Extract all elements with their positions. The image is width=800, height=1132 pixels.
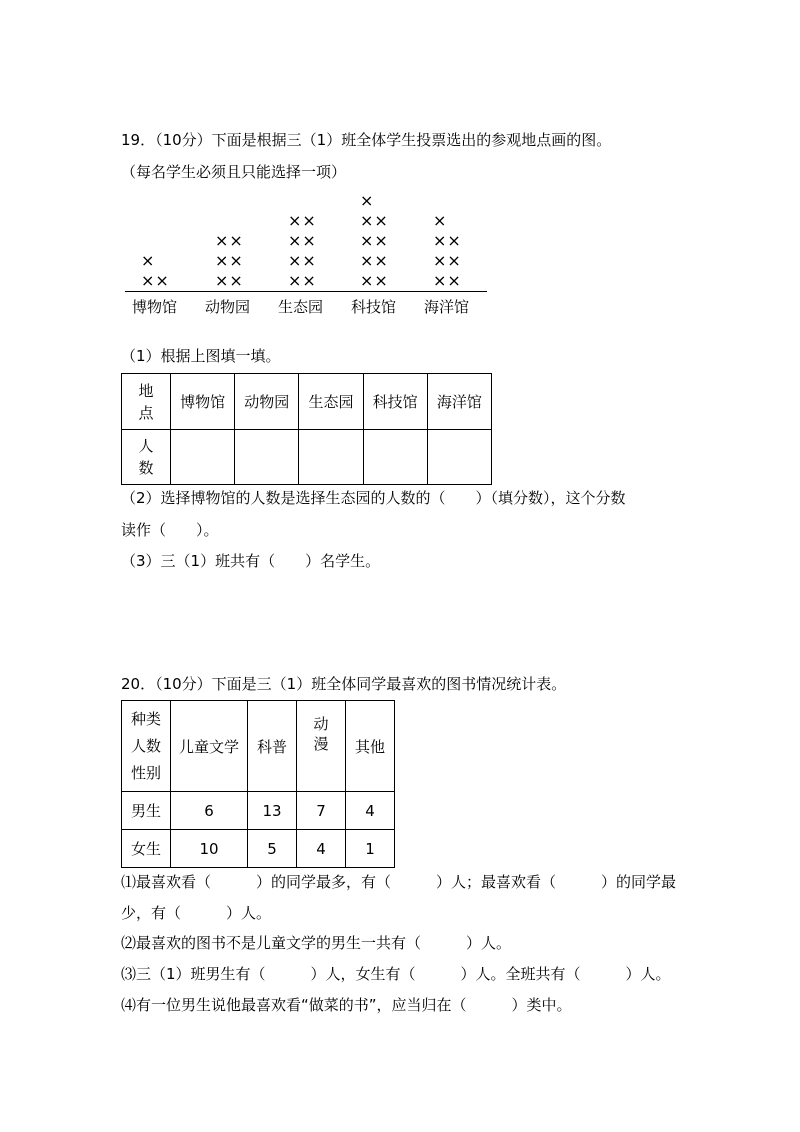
corner-label: 种类 <box>130 709 161 728</box>
q20-q1-line1: ⑴最喜欢看（ ）的同学最多，有（ ）人；最喜欢看（ ）的同学最 <box>121 873 677 891</box>
label-science: 科技馆 <box>351 298 397 316</box>
table-col-children: 儿童文学 <box>171 701 248 792</box>
pictograph-mark: ×× <box>433 271 462 290</box>
col-char: 漫 <box>313 735 329 753</box>
pictograph-mark: ×× <box>215 231 244 250</box>
q19-table <box>121 373 492 485</box>
pictograph-mark: ×× <box>433 231 462 250</box>
q19-part3: （3）三（1）班共有（ ）名学生。 <box>121 552 381 570</box>
pictograph-mark: × <box>141 251 156 270</box>
q20-q3: ⑶三（1）班男生有（ ）人，女生有（ ）人。全班共有（ ）人。 <box>121 965 671 983</box>
row-label-boys: 男生 <box>122 792 171 830</box>
header-char: 点 <box>138 403 154 422</box>
q20-q4: ⑷有一位男生说他最喜欢看“做菜的书”，应当归在（ ）类中。 <box>121 996 572 1014</box>
table-col-eco: 生态园 <box>299 374 363 430</box>
pictograph-mark: ×× <box>433 251 462 270</box>
pictograph-mark: ×× <box>360 251 389 270</box>
row-label-girls: 女生 <box>122 830 171 868</box>
pictograph-mark: × <box>360 191 375 210</box>
table-col-ocean: 海洋馆 <box>427 374 491 430</box>
pictograph-mark: ×× <box>215 271 244 290</box>
label-zoo: 动物园 <box>205 298 251 316</box>
pictograph-axis <box>125 291 487 292</box>
table-col-zoo: 动物园 <box>235 374 299 430</box>
table-header-count <box>122 430 171 485</box>
header-char: 人 <box>138 437 154 455</box>
table-corner-header <box>122 701 171 792</box>
q20-table <box>121 700 395 868</box>
table-col-science: 科普 <box>248 701 297 792</box>
cell-value: 4 <box>297 830 346 868</box>
q19-note: （每名学生必须且只能选择一项） <box>121 163 347 181</box>
q20-title: 20．（10分）下面是三（1）班全体同学最喜欢的图书情况统计表。 <box>121 675 567 693</box>
pictograph-mark: ×× <box>141 271 170 290</box>
header-char: 地 <box>138 381 154 400</box>
pictograph-mark: ×× <box>215 251 244 270</box>
label-museum: 博物馆 <box>132 298 178 316</box>
pictograph-mark: ×× <box>360 211 389 230</box>
pictograph-mark: ×× <box>288 211 317 230</box>
table-col-other: 其他 <box>346 701 395 792</box>
answer-cell-eco[interactable] <box>299 430 363 485</box>
pictograph-mark: ×× <box>288 231 317 250</box>
table-col-anime <box>297 701 346 792</box>
pictograph-mark: × <box>433 211 448 230</box>
cell-value: 1 <box>346 830 395 868</box>
q19-part2-line2: 读作（ ）。 <box>121 521 219 539</box>
table-col-science: 科技馆 <box>363 374 427 430</box>
table-header-place <box>122 374 171 430</box>
q19-title: 19．（10分）下面是根据三（1）班全体学生投票选出的参观地点画的图。 <box>121 131 612 149</box>
answer-cell-zoo[interactable] <box>235 430 299 485</box>
table-col-museum: 博物馆 <box>171 374 235 430</box>
q19-part1: （1）根据上图填一填。 <box>121 347 281 365</box>
cell-value: 7 <box>297 792 346 830</box>
label-eco: 生态园 <box>278 298 324 316</box>
q19-part2-line1: （2）选择博物馆的人数是选择生态园的人数的（ ）（填分数），这个分数 <box>121 489 626 507</box>
cell-value: 5 <box>248 830 297 868</box>
corner-label: 性别 <box>130 763 161 782</box>
cell-value: 13 <box>248 792 297 830</box>
pictograph-mark: ×× <box>360 231 389 250</box>
q20-q1-line2: 少，有（ ）人。 <box>121 904 272 922</box>
col-char: 动 <box>313 715 329 733</box>
pictograph-mark: ×× <box>360 271 389 290</box>
answer-cell-science[interactable] <box>363 430 427 485</box>
pictograph-mark: ×× <box>288 251 317 270</box>
cell-value: 6 <box>171 792 248 830</box>
header-char: 数 <box>138 459 154 477</box>
q20-q2: ⑵最喜欢的图书不是儿童文学的男生一共有（ ）人。 <box>121 934 512 952</box>
pictograph-mark: ×× <box>288 271 317 290</box>
answer-cell-ocean[interactable] <box>427 430 491 485</box>
cell-value: 4 <box>346 792 395 830</box>
corner-label: 人数 <box>130 736 161 755</box>
answer-cell-museum[interactable] <box>171 430 235 485</box>
label-ocean: 海洋馆 <box>424 298 470 316</box>
cell-value: 10 <box>171 830 248 868</box>
